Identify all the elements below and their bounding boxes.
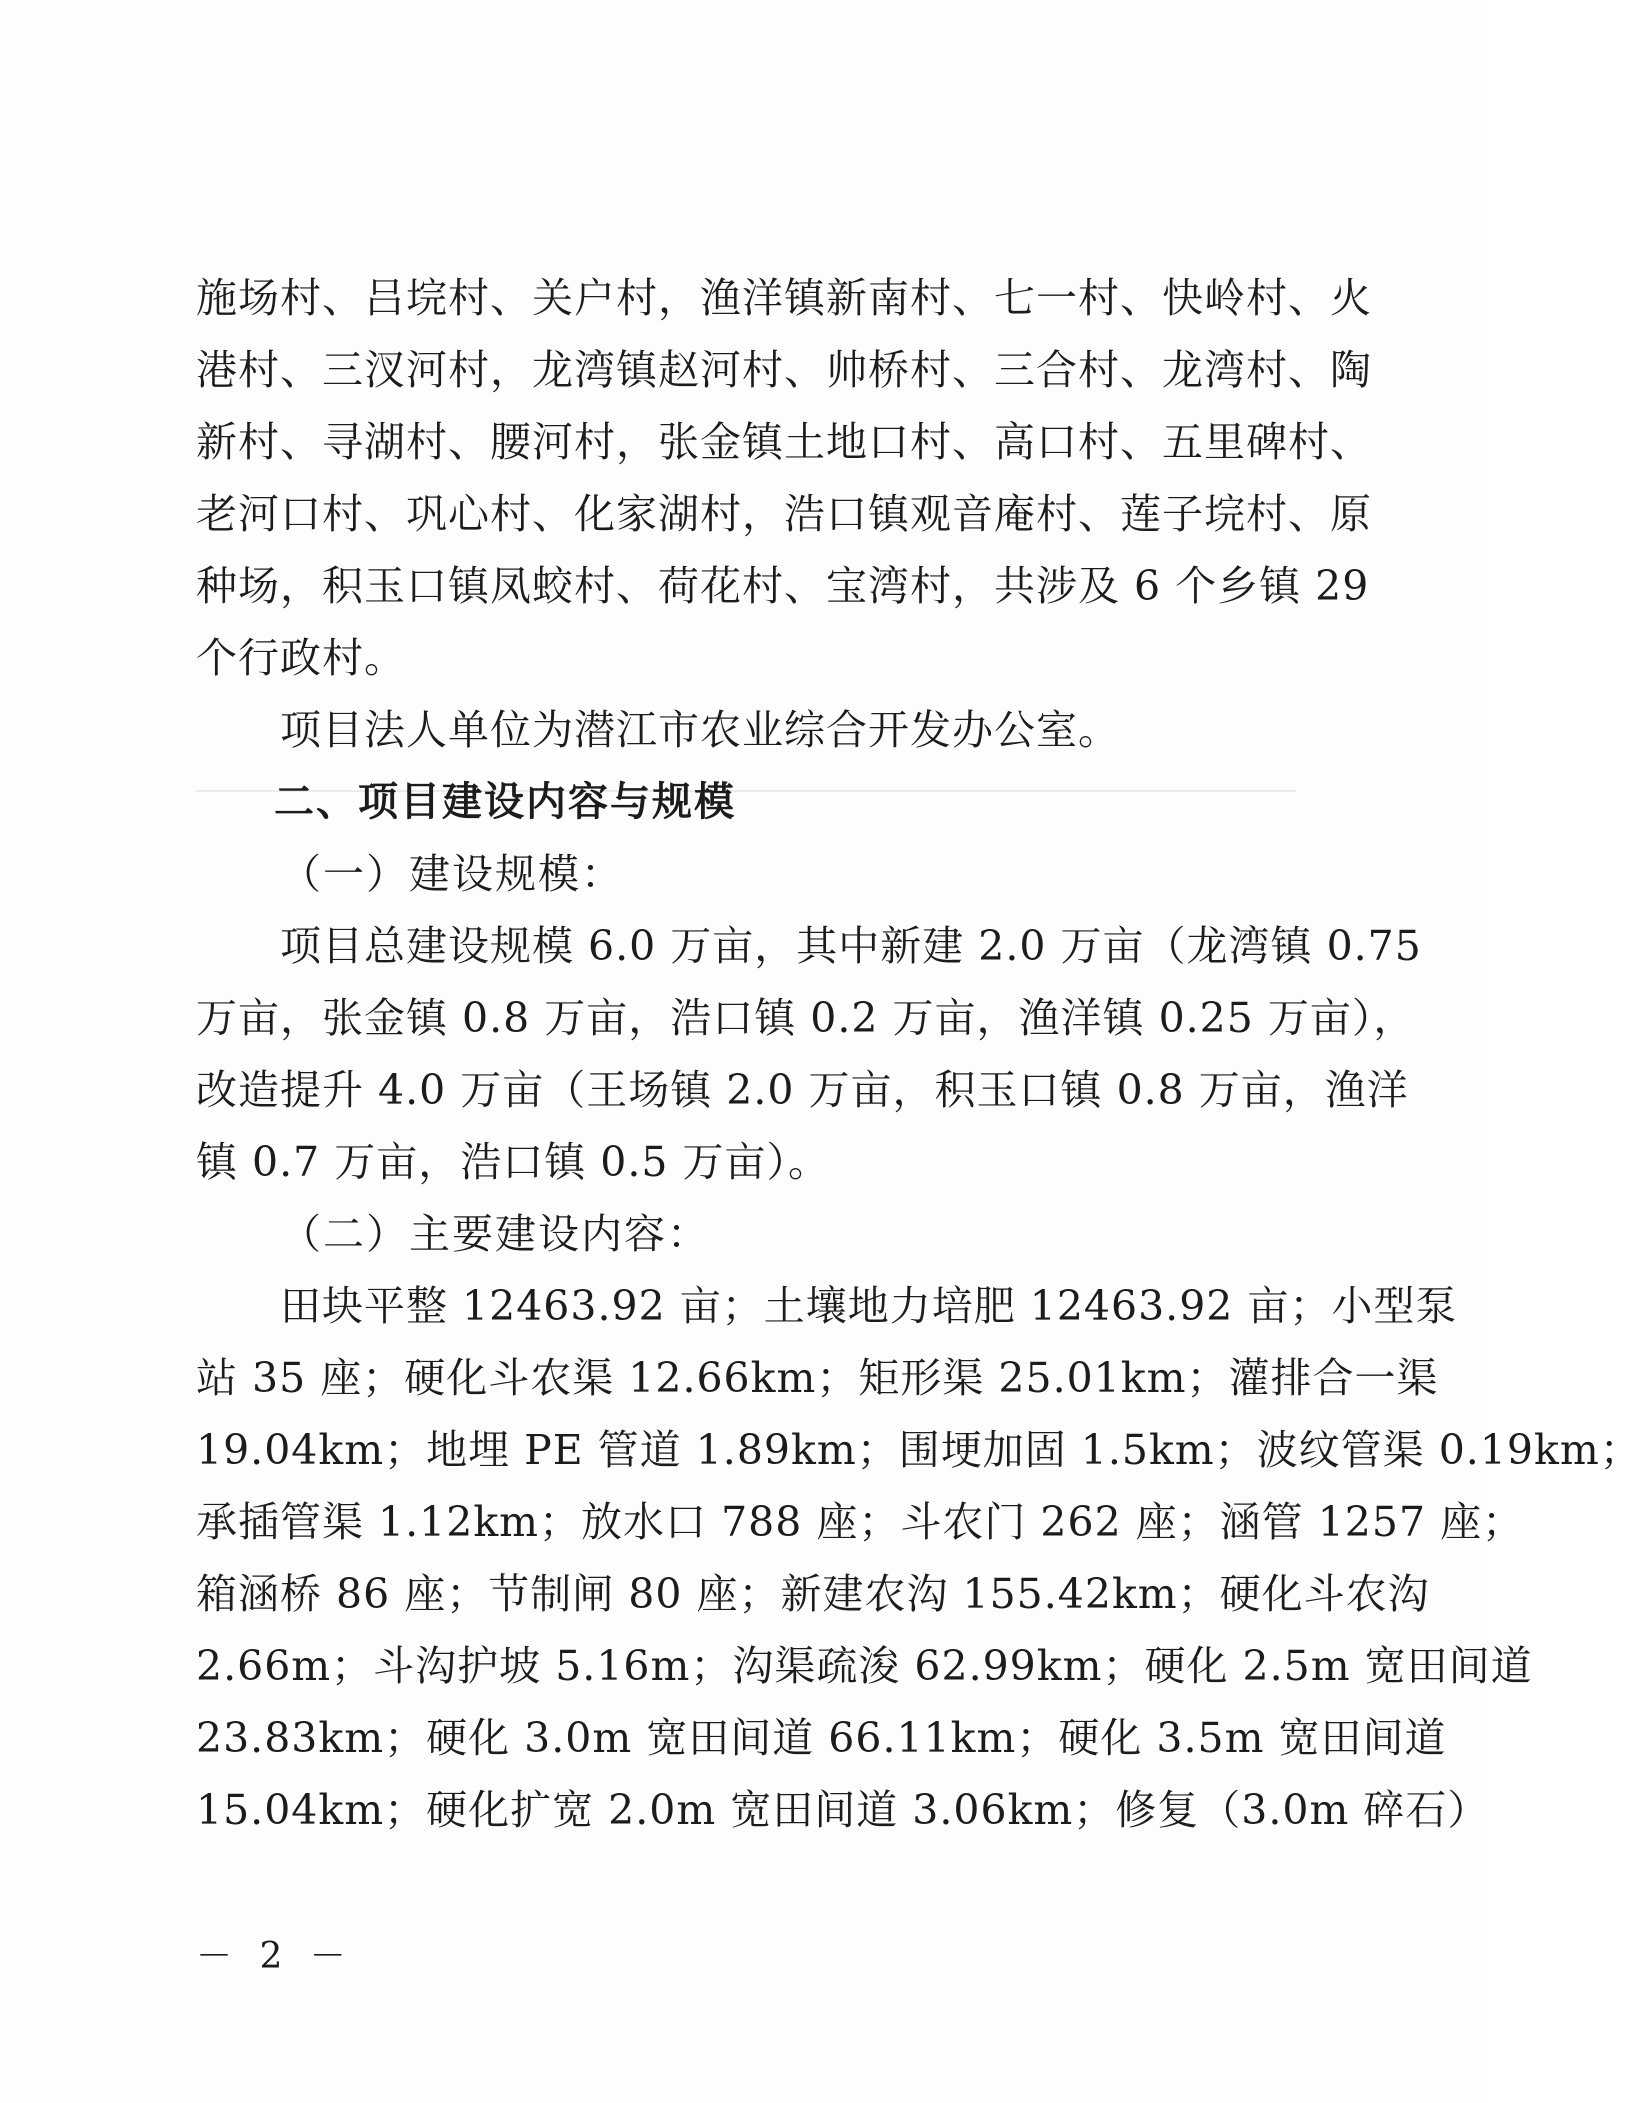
text-line: 新村、寻湖村、腰河村，张金镇土地口村、高口村、五里碑村、	[196, 418, 1372, 466]
subsection-title-content: （二）主要建设内容：	[280, 1210, 710, 1258]
paragraph-legal-entity: 项目法人单位为潜江市农业综合开发办公室。	[280, 706, 1120, 754]
text-line: 改造提升 4.0 万亩（王场镇 2.0 万亩，积玉口镇 0.8 万亩，渔洋	[196, 1066, 1409, 1114]
text-line: 种场，积玉口镇凤蛟村、荷花村、宝湾村，共涉及 6 个乡镇 29	[196, 562, 1370, 610]
text-line: 15.04km；硬化扩宽 2.0m 宽田间道 3.06km；修复（3.0m 碎石）	[196, 1786, 1490, 1834]
page-number: － 2 －	[196, 1936, 354, 1977]
text-line: 2.66m；斗沟护坡 5.16m；沟渠疏浚 62.99km；硬化 2.5m 宽田间道	[196, 1642, 1533, 1690]
text-line: 箱涵桥 86 座；节制闸 80 座；新建农沟 155.42km；硬化斗农沟	[196, 1570, 1430, 1618]
body-text	[196, 262, 1642, 1846]
text-line: 田块平整 12463.92 亩；土壤地力培肥 12463.92 亩；小型泵	[280, 1282, 1458, 1330]
text-line: 个行政村。	[196, 634, 406, 682]
section-heading: 二、项目建设内容与规模	[274, 779, 736, 825]
text-line: 项目总建设规模 6.0 万亩，其中新建 2.0 万亩（龙湾镇 0.75	[280, 922, 1422, 970]
subsection-title-scale: （一）建设规模：	[280, 850, 624, 898]
text-line: 镇 0.7 万亩，浩口镇 0.5 万亩）。	[196, 1138, 831, 1186]
text-line: 老河口村、巩心村、化家湖村，浩口镇观音庵村、莲子垸村、原	[196, 490, 1372, 538]
text-line: 施场村、吕垸村、关户村，渔洋镇新南村、七一村、快岭村、火	[196, 274, 1372, 322]
text-line: 23.83km；硬化 3.0m 宽田间道 66.11km；硬化 3.5m 宽田间道	[196, 1714, 1447, 1762]
text-line: 站 35 座；硬化斗农渠 12.66km；矩形渠 25.01km；灌排合一渠	[196, 1354, 1439, 1402]
paragraph-scale	[196, 910, 1422, 1198]
paragraph-villages	[196, 262, 1372, 694]
text-line: 万亩，张金镇 0.8 万亩，浩口镇 0.2 万亩，渔洋镇 0.25 万亩），	[196, 994, 1416, 1042]
text-line: 港村、三汊河村，龙湾镇赵河村、帅桥村、三合村、龙湾村、陶	[196, 346, 1372, 394]
paragraph-content	[196, 1270, 1642, 1846]
text-line: 19.04km；地埋 PE 管道 1.89km；围埂加固 1.5km；波纹管渠 0.19km；	[196, 1426, 1642, 1474]
text-line: 承插管渠 1.12km；放水口 788 座；斗农门 262 座；涵管 1257 座；	[196, 1498, 1525, 1546]
